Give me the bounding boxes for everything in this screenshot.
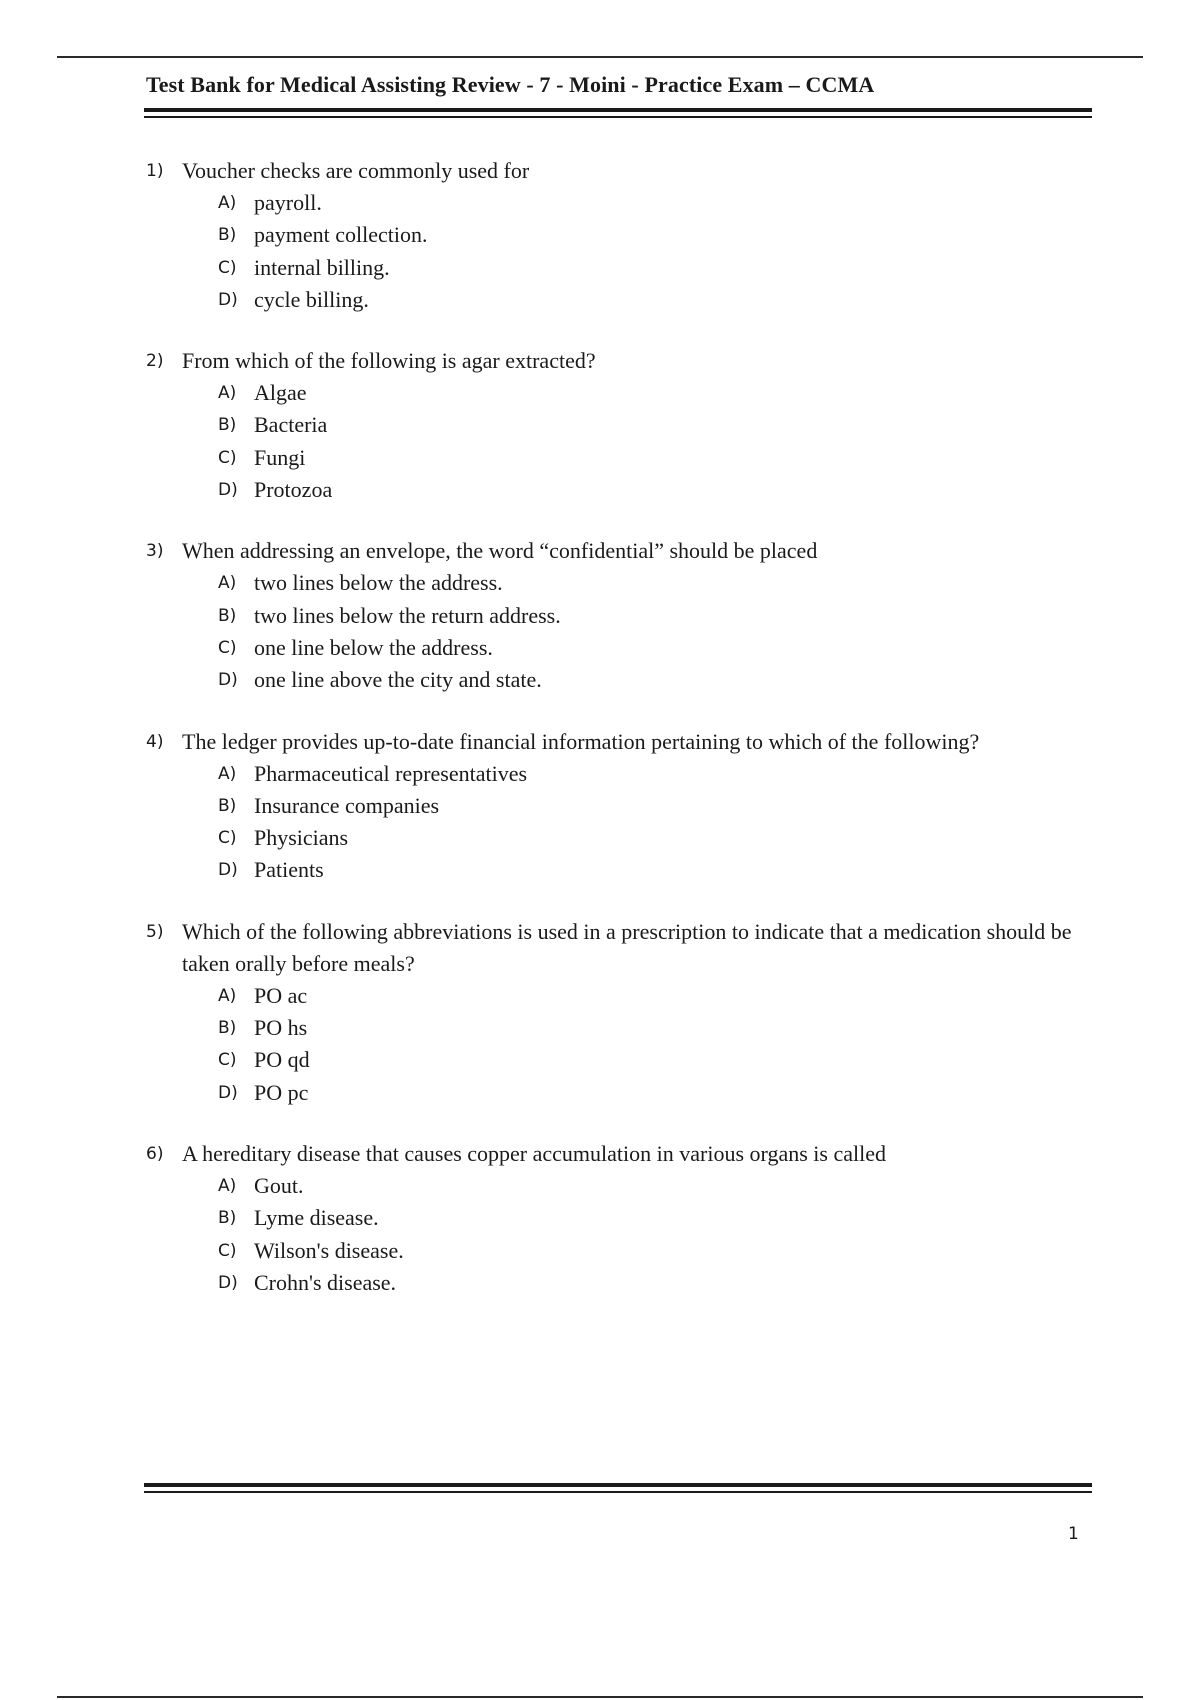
option-letter: C) <box>218 637 237 658</box>
answer-option-d <box>0 854 1200 886</box>
footer-rule-thin <box>144 1491 1092 1493</box>
option-letter: B) <box>218 1208 237 1229</box>
question-1 <box>0 155 1200 316</box>
question-6 <box>0 1138 1200 1299</box>
option-letter: D) <box>218 1082 238 1103</box>
option-text: two lines below the return address. <box>254 602 561 628</box>
option-letter: D) <box>218 480 238 501</box>
option-text: Lyme disease. <box>254 1205 379 1231</box>
answer-option-c <box>0 252 1200 284</box>
answer-option-c <box>0 822 1200 854</box>
question-number: 2) <box>146 351 164 372</box>
option-letter: C) <box>218 1050 237 1071</box>
answer-option-a <box>0 1170 1200 1202</box>
option-letter: C) <box>218 828 237 849</box>
answer-option-b <box>0 790 1200 822</box>
option-text: Protozoa <box>254 477 333 503</box>
question-stem <box>0 726 1200 758</box>
option-letter: B) <box>218 415 237 436</box>
option-letter: B) <box>218 605 237 626</box>
question-text: From which of the following is agar extracted? <box>182 348 596 374</box>
option-text: Bacteria <box>254 412 328 438</box>
option-letter: A) <box>218 763 237 784</box>
page-top-edge <box>57 56 1143 58</box>
option-letter: C) <box>218 1240 237 1261</box>
question-number: 1) <box>146 161 164 181</box>
question-2 <box>0 345 1200 506</box>
option-text: Patients <box>254 857 324 883</box>
footer-rule-thick <box>144 1483 1092 1487</box>
answer-option-c <box>0 1044 1200 1076</box>
option-text: two lines below the address. <box>254 570 503 596</box>
question-text: Voucher checks are commonly used for <box>182 158 530 183</box>
option-text: Pharmaceutical representatives <box>254 760 528 786</box>
page-number: 1 <box>1068 1524 1079 1544</box>
question-stem <box>0 916 1200 980</box>
option-text: cycle billing. <box>254 286 369 312</box>
page-bottom-edge <box>57 1696 1143 1698</box>
question-text: Which of the following abbreviations is used in a prescription to indicate that a medication should be taken orally before meals? <box>182 918 1072 976</box>
question-number: 5) <box>146 921 164 942</box>
answer-option-b <box>0 1202 1200 1234</box>
option-letter: C) <box>218 257 237 278</box>
answer-option-d <box>0 664 1200 696</box>
question-text: A hereditary disease that causes copper accumulation in various organs is called <box>182 1140 886 1166</box>
answer-option-a <box>0 980 1200 1012</box>
header-rule-thin <box>144 116 1092 118</box>
answer-option-d <box>0 1267 1200 1299</box>
option-text: one line above the city and state. <box>254 667 542 693</box>
answer-option-d <box>0 474 1200 506</box>
option-text: Physicians <box>254 825 349 851</box>
document-title: Test Bank for Medical Assisting Review - 7 - Moini - Practice Exam – CCMA <box>146 72 875 97</box>
question-text: The ledger provides up-to-date financial information pertaining to which of the following? <box>182 728 980 754</box>
answer-option-b <box>0 219 1200 251</box>
option-text: payroll. <box>254 190 322 215</box>
option-letter: D) <box>218 1272 238 1293</box>
option-text: PO hs <box>254 1015 308 1041</box>
option-letter: D) <box>218 860 238 881</box>
answer-option-c <box>0 1235 1200 1267</box>
answer-option-a <box>0 377 1200 409</box>
answer-option-d <box>0 284 1200 316</box>
option-letter: D) <box>218 289 238 310</box>
option-text: one line below the address. <box>254 634 493 660</box>
question-number: 3) <box>146 541 164 562</box>
question-stem <box>0 535 1200 567</box>
option-letter: A) <box>218 985 237 1006</box>
question-stem <box>0 155 1200 187</box>
option-letter: B) <box>218 795 237 816</box>
option-text: Insurance companies <box>254 792 440 818</box>
question-list <box>0 155 1200 1328</box>
option-text: PO qd <box>254 1047 310 1073</box>
option-text: PO pc <box>254 1079 309 1105</box>
question-4 <box>0 726 1200 887</box>
option-letter: B) <box>218 225 237 246</box>
option-text: Gout. <box>254 1172 304 1198</box>
option-letter: B) <box>218 1018 237 1039</box>
question-3 <box>0 535 1200 696</box>
option-text: Crohn's disease. <box>254 1269 397 1295</box>
question-number: 4) <box>146 731 164 752</box>
option-letter: D) <box>218 670 238 691</box>
answer-option-c <box>0 632 1200 664</box>
option-letter: A) <box>218 383 237 404</box>
option-letter: A) <box>218 193 237 213</box>
option-letter: A) <box>218 573 237 594</box>
option-text: Fungi <box>254 444 306 470</box>
option-text: payment collection. <box>254 222 428 248</box>
option-text: PO ac <box>254 982 308 1008</box>
question-stem <box>0 1138 1200 1170</box>
answer-option-a <box>0 567 1200 599</box>
option-text: internal billing. <box>254 254 390 280</box>
question-stem <box>0 345 1200 377</box>
answer-option-b <box>0 409 1200 441</box>
answer-option-c <box>0 442 1200 474</box>
answer-option-a <box>0 758 1200 790</box>
option-letter: C) <box>218 447 237 468</box>
question-text: When addressing an envelope, the word “confidential” should be placed <box>182 538 818 564</box>
question-5 <box>0 916 1200 1109</box>
answer-option-d <box>0 1077 1200 1109</box>
header-rule-thick <box>144 108 1092 112</box>
answer-option-a <box>0 187 1200 219</box>
option-text: Wilson's disease. <box>254 1237 404 1263</box>
question-number: 6) <box>146 1143 164 1164</box>
answer-option-b <box>0 1012 1200 1044</box>
option-text: Algae <box>254 380 307 406</box>
option-letter: A) <box>218 1175 237 1196</box>
answer-option-b <box>0 600 1200 632</box>
